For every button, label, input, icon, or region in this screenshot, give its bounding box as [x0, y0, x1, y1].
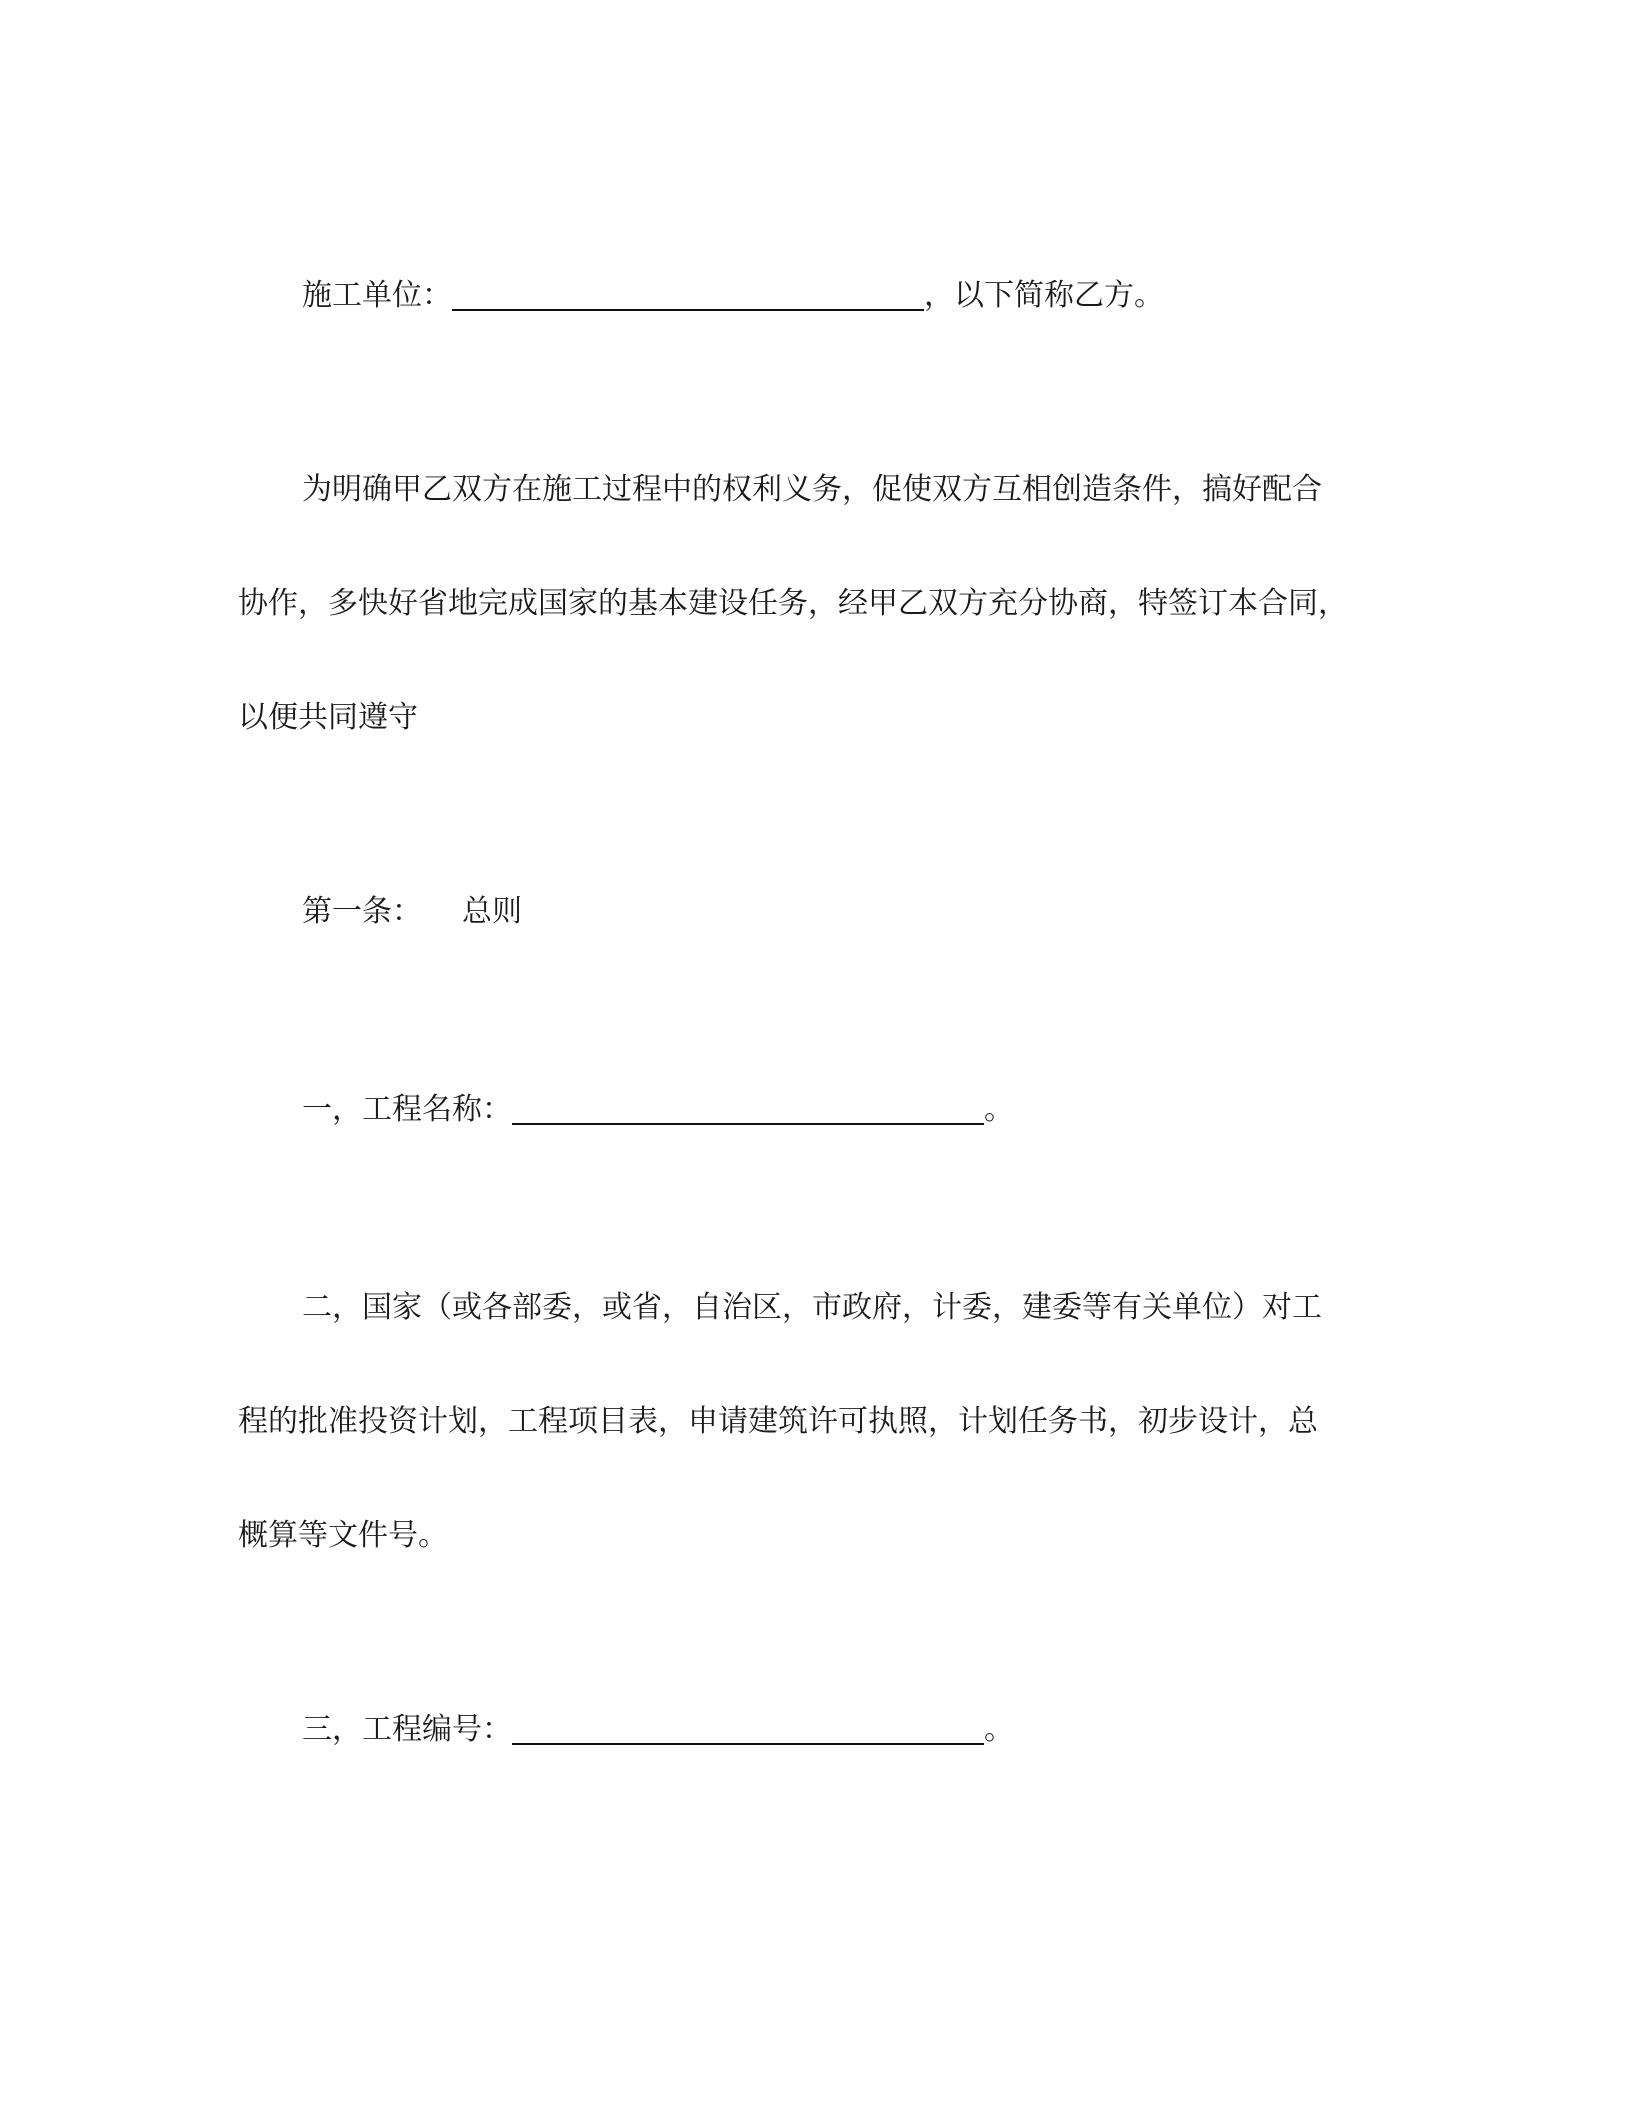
item-2-line-1: 二，国家（或各部委，或省，自治区，市政府，计委，建委等有关单位）对工 [302, 1290, 1322, 1325]
contractor-label: 施工单位： [302, 278, 452, 313]
contractor-blank[interactable] [452, 277, 924, 311]
article-1-heading [302, 892, 522, 932]
item-3-label: 三，工程编号： [302, 1712, 512, 1747]
project-name-blank[interactable] [512, 1091, 984, 1125]
item-1-label: 一，工程名称： [302, 1092, 512, 1127]
item-2-line-2: 程的批准投资计划，工程项目表，申请建筑许可执照，计划任务书，初步设计，总 [238, 1404, 1318, 1439]
contractor-suffix: ，以下简称乙方。 [924, 278, 1164, 313]
article-1-title: 总则 [462, 894, 522, 929]
item-3-suffix: 。 [984, 1712, 1014, 1747]
article-1-label: 第一条： [302, 894, 422, 929]
item-3-line [302, 1710, 1014, 1750]
intro-line-3: 以便共同遵守 [238, 700, 418, 735]
project-number-blank[interactable] [512, 1711, 984, 1745]
intro-line-2: 协作，多快好省地完成国家的基本建设任务，经甲乙双方充分协商，特签订本合同， [238, 586, 1348, 621]
item-1-suffix: 。 [984, 1092, 1014, 1127]
contractor-line [302, 276, 1164, 316]
item-1-line [302, 1090, 1014, 1130]
intro-line-1: 为明确甲乙双方在施工过程中的权利义务，促使双方互相创造条件，搞好配合 [302, 472, 1322, 507]
item-2-line-3: 概算等文件号。 [238, 1518, 448, 1553]
